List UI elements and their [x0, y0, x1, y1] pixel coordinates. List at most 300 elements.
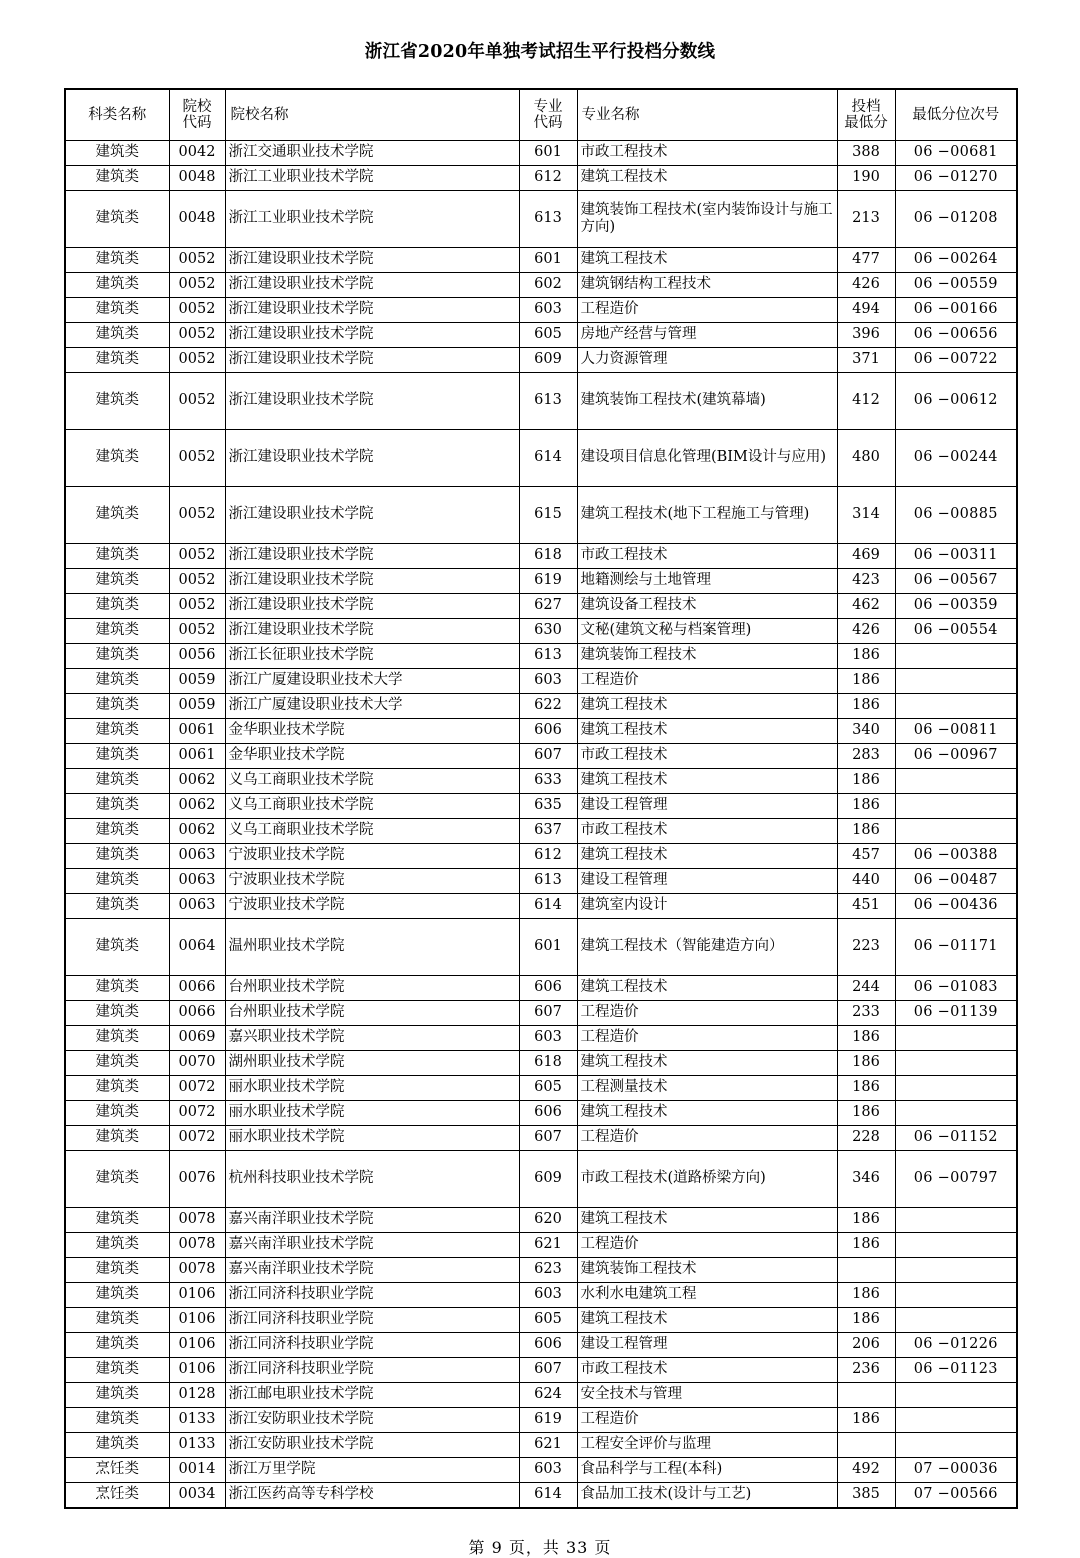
cell-school-code: 0063 [169, 869, 225, 894]
column-header-rank [895, 89, 1017, 141]
cell-category: 建筑类 [65, 619, 169, 644]
cell-min-score: 462 [837, 594, 895, 619]
cell-category: 建筑类 [65, 644, 169, 669]
cell-major-name: 文秘(建筑文秘与档案管理) [577, 619, 837, 644]
cell-school-code: 0078 [169, 1258, 225, 1283]
column-header-min-score-line1: 投档 [851, 98, 881, 115]
table-row [65, 1076, 1017, 1101]
cell-school-code: 0052 [169, 273, 225, 298]
cell-major-name: 建设工程管理 [577, 1333, 837, 1358]
column-header-major-code-line2: 代码 [533, 115, 563, 131]
cell-category: 建筑类 [65, 1383, 169, 1408]
cell-major-name: 工程安全评价与监理 [577, 1433, 837, 1458]
cell-major-name: 地籍测绘与土地管理 [577, 569, 837, 594]
table-row [65, 1433, 1017, 1458]
cell-category: 建筑类 [65, 1333, 169, 1358]
cell-category: 建筑类 [65, 273, 169, 298]
cell-major-name: 食品加工技术(设计与工艺) [577, 1483, 837, 1508]
column-header-category-label: 科类名称 [88, 106, 147, 123]
cell-category: 建筑类 [65, 744, 169, 769]
cell-school-name: 浙江同济科技职业学院 [225, 1283, 519, 1308]
cell-school-name: 浙江建设职业技术学院 [225, 248, 519, 273]
table-row [65, 619, 1017, 644]
cell-min-score: 228 [837, 1126, 895, 1151]
cell-school-code: 0072 [169, 1076, 225, 1101]
cell-min-score: 186 [837, 1408, 895, 1433]
table-row [65, 1308, 1017, 1333]
cell-school-code: 0072 [169, 1126, 225, 1151]
cell-min-score: 388 [837, 141, 895, 166]
cell-category: 建筑类 [65, 1408, 169, 1433]
cell-min-score: 186 [837, 1076, 895, 1101]
cell-min-score: 186 [837, 1233, 895, 1258]
cell-category: 建筑类 [65, 1101, 169, 1126]
cell-school-name: 浙江建设职业技术学院 [225, 619, 519, 644]
cell-school-name: 嘉兴职业技术学院 [225, 1026, 519, 1051]
table-row [65, 1283, 1017, 1308]
cell-category: 建筑类 [65, 919, 169, 976]
cell-major-name: 建筑工程技术 [577, 694, 837, 719]
cell-category: 建筑类 [65, 1208, 169, 1233]
cell-major-code: 618 [519, 544, 577, 569]
cell-major-code: 603 [519, 1026, 577, 1051]
cell-major-name: 市政工程技术 [577, 544, 837, 569]
cell-major-code: 623 [519, 1258, 577, 1283]
cell-major-code: 613 [519, 191, 577, 248]
cell-rank: 06 −01083 [895, 976, 1017, 1001]
cell-category: 建筑类 [65, 1126, 169, 1151]
table-row [65, 273, 1017, 298]
cell-school-code: 0133 [169, 1408, 225, 1433]
cell-major-code: 601 [519, 248, 577, 273]
cell-rank [895, 1433, 1017, 1458]
cell-school-code: 0128 [169, 1383, 225, 1408]
cell-school-code: 0052 [169, 348, 225, 373]
cell-school-code: 0064 [169, 919, 225, 976]
table-row [65, 166, 1017, 191]
cell-category: 建筑类 [65, 1151, 169, 1208]
cell-category: 建筑类 [65, 844, 169, 869]
cell-rank: 06 −01270 [895, 166, 1017, 191]
cell-min-score [837, 1433, 895, 1458]
table-row [65, 373, 1017, 430]
cell-min-score: 340 [837, 719, 895, 744]
cell-major-code: 603 [519, 1283, 577, 1308]
cell-school-name: 丽水职业技术学院 [225, 1101, 519, 1126]
cell-school-name: 台州职业技术学院 [225, 1001, 519, 1026]
cell-major-code: 614 [519, 894, 577, 919]
cell-category: 建筑类 [65, 430, 169, 487]
column-header-school-name [225, 89, 519, 141]
cell-major-code: 603 [519, 298, 577, 323]
cell-school-name: 浙江广厦建设职业技术大学 [225, 694, 519, 719]
cell-school-code: 0106 [169, 1308, 225, 1333]
cell-school-code: 0066 [169, 1001, 225, 1026]
cell-major-name: 工程造价 [577, 1233, 837, 1258]
cell-rank: 06 −01208 [895, 191, 1017, 248]
table-row [65, 669, 1017, 694]
cell-min-score: 423 [837, 569, 895, 594]
cell-school-name: 浙江建设职业技术学院 [225, 569, 519, 594]
cell-min-score: 244 [837, 976, 895, 1001]
cell-min-score: 190 [837, 166, 895, 191]
cell-min-score: 371 [837, 348, 895, 373]
cell-major-code: 601 [519, 919, 577, 976]
cell-rank: 06 −00559 [895, 273, 1017, 298]
cell-min-score: 186 [837, 1101, 895, 1126]
cell-rank [895, 1233, 1017, 1258]
cell-school-name: 湖州职业技术学院 [225, 1051, 519, 1076]
column-header-major-code [519, 89, 577, 141]
cell-min-score: 412 [837, 373, 895, 430]
table-row [65, 298, 1017, 323]
cell-major-code: 603 [519, 669, 577, 694]
cell-school-code: 0063 [169, 844, 225, 869]
table-row [65, 1358, 1017, 1383]
cell-min-score: 426 [837, 273, 895, 298]
cell-school-name: 嘉兴南洋职业技术学院 [225, 1208, 519, 1233]
cell-category: 建筑类 [65, 323, 169, 348]
cell-school-code: 0052 [169, 323, 225, 348]
table-row [65, 544, 1017, 569]
table-row [65, 1051, 1017, 1076]
cell-school-code: 0133 [169, 1433, 225, 1458]
cell-school-name: 浙江建设职业技术学院 [225, 298, 519, 323]
cell-category: 建筑类 [65, 141, 169, 166]
cell-major-name: 建筑工程技术 [577, 1051, 837, 1076]
cell-major-code: 630 [519, 619, 577, 644]
cell-school-code: 0069 [169, 1026, 225, 1051]
cell-category: 建筑类 [65, 373, 169, 430]
cell-rank: 06 −00311 [895, 544, 1017, 569]
cell-min-score: 440 [837, 869, 895, 894]
table-row [65, 1258, 1017, 1283]
cell-major-code: 605 [519, 1076, 577, 1101]
cell-category: 建筑类 [65, 819, 169, 844]
cell-rank [895, 1076, 1017, 1101]
column-header-category [65, 89, 169, 141]
table-row [65, 1151, 1017, 1208]
table-row [65, 919, 1017, 976]
cell-rank: 06 −00612 [895, 373, 1017, 430]
cell-rank [895, 694, 1017, 719]
cell-min-score: 213 [837, 191, 895, 248]
cell-category: 建筑类 [65, 348, 169, 373]
cell-min-score: 206 [837, 1333, 895, 1358]
cell-school-name: 浙江建设职业技术学院 [225, 487, 519, 544]
cell-major-name: 建筑装饰工程技术 [577, 644, 837, 669]
cell-rank [895, 1258, 1017, 1283]
cell-school-code: 0106 [169, 1358, 225, 1383]
cell-major-name: 市政工程技术 [577, 1358, 837, 1383]
cell-rank: 06 −00264 [895, 248, 1017, 273]
cell-category: 建筑类 [65, 1076, 169, 1101]
cell-min-score: 494 [837, 298, 895, 323]
cell-major-code: 618 [519, 1051, 577, 1076]
cell-major-name: 市政工程技术 [577, 141, 837, 166]
cell-major-name: 市政工程技术 [577, 744, 837, 769]
table-row [65, 1026, 1017, 1051]
cell-min-score: 186 [837, 794, 895, 819]
cell-major-name: 建筑工程技术 [577, 976, 837, 1001]
cell-min-score: 469 [837, 544, 895, 569]
cell-major-code: 613 [519, 644, 577, 669]
cell-major-code: 612 [519, 166, 577, 191]
cell-rank: 06 −00487 [895, 869, 1017, 894]
cell-school-code: 0062 [169, 769, 225, 794]
cell-rank [895, 1208, 1017, 1233]
cell-rank [895, 794, 1017, 819]
cell-category: 建筑类 [65, 544, 169, 569]
cell-rank [895, 1308, 1017, 1333]
table-row [65, 644, 1017, 669]
table-row [65, 894, 1017, 919]
cell-major-name: 建筑工程技术 [577, 719, 837, 744]
cell-rank [895, 1283, 1017, 1308]
column-header-major-name-label: 专业名称 [581, 106, 640, 123]
table-row [65, 976, 1017, 1001]
cell-school-name: 杭州科技职业技术学院 [225, 1151, 519, 1208]
table-row [65, 1101, 1017, 1126]
cell-rank: 06 −00244 [895, 430, 1017, 487]
cell-rank: 06 −00359 [895, 594, 1017, 619]
cell-major-code: 620 [519, 1208, 577, 1233]
cell-school-name: 浙江同济科技职业学院 [225, 1358, 519, 1383]
cell-major-code: 622 [519, 694, 577, 719]
cell-major-name: 市政工程技术 [577, 819, 837, 844]
column-header-major-code-line1: 专业 [533, 98, 563, 115]
cell-school-code: 0048 [169, 166, 225, 191]
cell-school-name: 浙江长征职业技术学院 [225, 644, 519, 669]
table-row [65, 594, 1017, 619]
cell-school-name: 浙江建设职业技术学院 [225, 594, 519, 619]
cell-major-code: 627 [519, 594, 577, 619]
cell-school-code: 0042 [169, 141, 225, 166]
table-row [65, 744, 1017, 769]
cell-school-code: 0066 [169, 976, 225, 1001]
cell-min-score: 233 [837, 1001, 895, 1026]
cell-rank: 06 −00885 [895, 487, 1017, 544]
cell-school-name: 嘉兴南洋职业技术学院 [225, 1258, 519, 1283]
cell-major-code: 602 [519, 273, 577, 298]
table-row [65, 348, 1017, 373]
column-header-school-code-line1: 院校 [182, 98, 212, 115]
cell-min-score: 477 [837, 248, 895, 273]
cell-school-name: 宁波职业技术学院 [225, 894, 519, 919]
cell-major-name: 建筑工程技术 [577, 248, 837, 273]
cell-major-name: 市政工程技术(道路桥梁方向) [577, 1151, 837, 1208]
cell-school-name: 义乌工商职业技术学院 [225, 819, 519, 844]
cell-category: 建筑类 [65, 769, 169, 794]
cell-major-code: 607 [519, 1001, 577, 1026]
cell-major-name: 建筑装饰工程技术 [577, 1258, 837, 1283]
cell-rank: 06 −00681 [895, 141, 1017, 166]
cell-category: 建筑类 [65, 1283, 169, 1308]
cell-rank: 06 −00166 [895, 298, 1017, 323]
cell-school-code: 0052 [169, 298, 225, 323]
column-header-school-name-label: 院校名称 [230, 106, 289, 123]
cell-major-code: 635 [519, 794, 577, 819]
cell-school-name: 金华职业技术学院 [225, 744, 519, 769]
cell-major-name: 建设工程管理 [577, 869, 837, 894]
cell-rank: 06 −00567 [895, 569, 1017, 594]
cell-min-score: 186 [837, 769, 895, 794]
column-header-school-code [169, 89, 225, 141]
cell-school-code: 0076 [169, 1151, 225, 1208]
table-row [65, 1383, 1017, 1408]
cell-major-code: 613 [519, 869, 577, 894]
table-row [65, 1408, 1017, 1433]
table-row [65, 844, 1017, 869]
header-row [65, 89, 1017, 141]
cell-rank: 06 −00554 [895, 619, 1017, 644]
cell-category: 建筑类 [65, 1026, 169, 1051]
cell-min-score: 385 [837, 1483, 895, 1508]
cell-major-name: 工程造价 [577, 1126, 837, 1151]
cell-min-score: 186 [837, 1308, 895, 1333]
cell-rank [895, 669, 1017, 694]
cell-category: 烹饪类 [65, 1483, 169, 1508]
cell-min-score: 186 [837, 694, 895, 719]
table-row [65, 430, 1017, 487]
cell-min-score: 314 [837, 487, 895, 544]
cell-school-code: 0070 [169, 1051, 225, 1076]
cell-school-name: 浙江万里学院 [225, 1458, 519, 1483]
cell-major-code: 612 [519, 844, 577, 869]
cell-major-code: 607 [519, 744, 577, 769]
cell-min-score: 346 [837, 1151, 895, 1208]
cell-major-name: 建筑装饰工程技术(建筑幕墙) [577, 373, 837, 430]
cell-school-name: 台州职业技术学院 [225, 976, 519, 1001]
cell-school-name: 宁波职业技术学院 [225, 869, 519, 894]
cell-school-code: 0052 [169, 594, 225, 619]
cell-school-name: 浙江建设职业技术学院 [225, 348, 519, 373]
cell-category: 建筑类 [65, 487, 169, 544]
table-row [65, 694, 1017, 719]
cell-category: 建筑类 [65, 1233, 169, 1258]
cell-min-score: 396 [837, 323, 895, 348]
cell-category: 建筑类 [65, 1258, 169, 1283]
cell-school-name: 浙江建设职业技术学院 [225, 544, 519, 569]
cell-major-name: 建筑工程技术 [577, 1101, 837, 1126]
cell-rank [895, 1026, 1017, 1051]
cell-school-code: 0052 [169, 248, 225, 273]
cell-category: 建筑类 [65, 191, 169, 248]
cell-category: 建筑类 [65, 166, 169, 191]
cell-category: 建筑类 [65, 1358, 169, 1383]
cell-major-name: 工程造价 [577, 1026, 837, 1051]
cell-major-name: 工程造价 [577, 1001, 837, 1026]
cell-rank: 06 −00797 [895, 1151, 1017, 1208]
page-footer: 第 9 页，共 33 页 [468, 1537, 612, 1557]
cell-major-name: 建筑装饰工程技术(室内装饰设计与施工方向) [577, 191, 837, 248]
cell-min-score: 186 [837, 819, 895, 844]
cell-school-name: 金华职业技术学院 [225, 719, 519, 744]
table-row [65, 1126, 1017, 1151]
cell-rank: 07 −00566 [895, 1483, 1017, 1508]
cell-category: 建筑类 [65, 248, 169, 273]
cell-min-score: 223 [837, 919, 895, 976]
cell-major-code: 603 [519, 1458, 577, 1483]
cell-rank [895, 1383, 1017, 1408]
cell-rank [895, 819, 1017, 844]
cell-category: 建筑类 [65, 1308, 169, 1333]
cell-category: 建筑类 [65, 794, 169, 819]
cell-school-code: 0063 [169, 894, 225, 919]
cell-rank: 07 −00036 [895, 1458, 1017, 1483]
cell-major-code: 619 [519, 1408, 577, 1433]
cell-school-name: 浙江广厦建设职业技术大学 [225, 669, 519, 694]
cell-school-name: 浙江工业职业技术学院 [225, 166, 519, 191]
cell-major-code: 606 [519, 976, 577, 1001]
table-row [65, 1233, 1017, 1258]
table-body [65, 141, 1017, 1508]
cell-rank: 06 −00967 [895, 744, 1017, 769]
table-row [65, 141, 1017, 166]
table-row [65, 323, 1017, 348]
cell-min-score: 480 [837, 430, 895, 487]
cell-school-name: 浙江医药高等专科学校 [225, 1483, 519, 1508]
cell-school-code: 0052 [169, 544, 225, 569]
cell-school-name: 浙江邮电职业技术学院 [225, 1383, 519, 1408]
cell-rank: 06 −00722 [895, 348, 1017, 373]
cell-min-score: 451 [837, 894, 895, 919]
cell-school-code: 0059 [169, 694, 225, 719]
cell-school-code: 0106 [169, 1283, 225, 1308]
cell-major-code: 606 [519, 719, 577, 744]
column-header-min-score-line2: 最低分 [844, 115, 888, 131]
cell-major-name: 建筑工程技术 [577, 1308, 837, 1333]
cell-rank: 06 −00656 [895, 323, 1017, 348]
cell-major-name: 建筑工程技术(地下工程施工与管理) [577, 487, 837, 544]
cell-school-code: 0078 [169, 1233, 225, 1258]
cell-major-name: 水利水电建筑工程 [577, 1283, 837, 1308]
cell-major-code: 615 [519, 487, 577, 544]
column-header-school-code-line2: 代码 [182, 115, 212, 131]
cell-school-code: 0078 [169, 1208, 225, 1233]
cell-rank [895, 769, 1017, 794]
cell-min-score: 283 [837, 744, 895, 769]
cell-school-code: 0034 [169, 1483, 225, 1508]
cell-school-code: 0052 [169, 373, 225, 430]
table-row [65, 487, 1017, 544]
cell-major-code: 614 [519, 1483, 577, 1508]
cell-rank: 06 −01171 [895, 919, 1017, 976]
cell-major-code: 621 [519, 1233, 577, 1258]
cell-major-name: 安全技术与管理 [577, 1383, 837, 1408]
cell-major-name: 建筑室内设计 [577, 894, 837, 919]
cell-rank: 06 −01123 [895, 1358, 1017, 1383]
cell-category: 建筑类 [65, 719, 169, 744]
cell-major-name: 建筑工程技术 [577, 844, 837, 869]
cell-school-name: 浙江安防职业技术学院 [225, 1408, 519, 1433]
cell-school-name: 宁波职业技术学院 [225, 844, 519, 869]
cell-major-name: 工程造价 [577, 298, 837, 323]
cell-category: 建筑类 [65, 1051, 169, 1076]
cell-major-code: 606 [519, 1101, 577, 1126]
table-row [65, 769, 1017, 794]
cell-rank: 06 −00811 [895, 719, 1017, 744]
cell-school-name: 温州职业技术学院 [225, 919, 519, 976]
cell-rank: 06 −01152 [895, 1126, 1017, 1151]
cell-school-name: 浙江建设职业技术学院 [225, 273, 519, 298]
cell-school-name: 丽水职业技术学院 [225, 1076, 519, 1101]
table-row [65, 1208, 1017, 1233]
cell-min-score: 492 [837, 1458, 895, 1483]
cell-school-name: 浙江安防职业技术学院 [225, 1433, 519, 1458]
cell-major-name: 工程测量技术 [577, 1076, 837, 1101]
cell-school-code: 0056 [169, 644, 225, 669]
